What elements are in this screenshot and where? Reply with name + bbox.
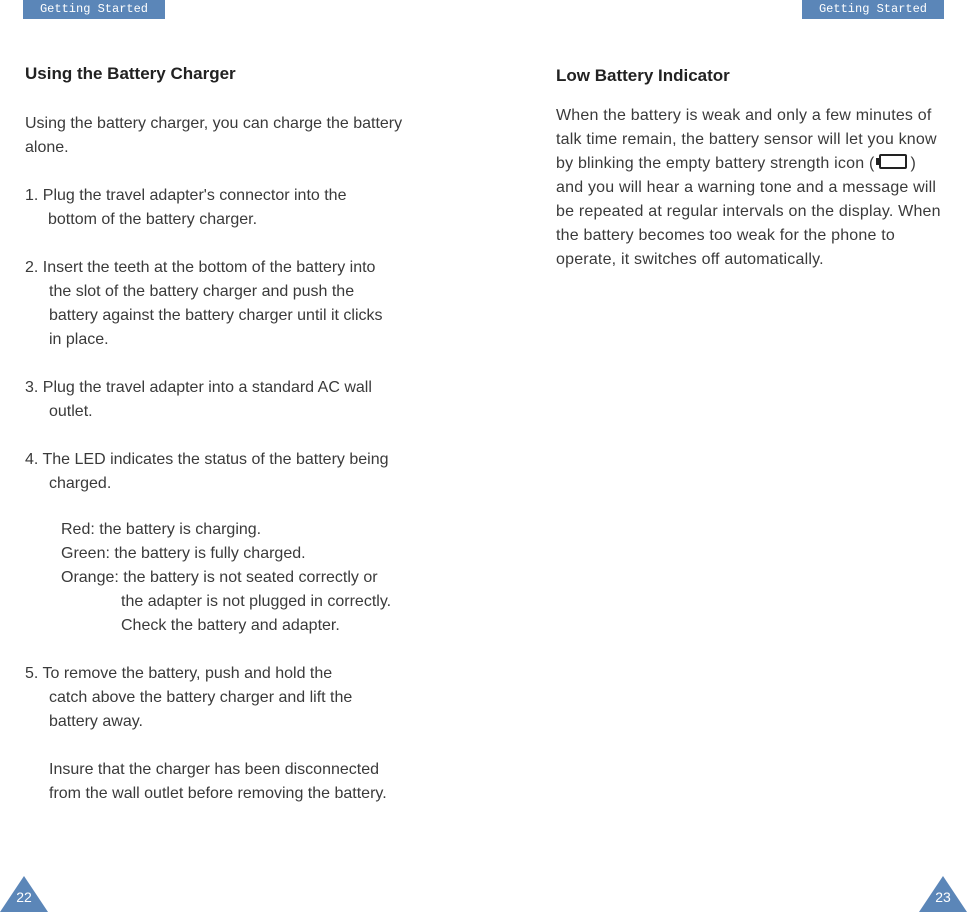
step-4-line-2: charged.	[49, 475, 112, 492]
intro-line-2: alone.	[25, 139, 69, 156]
led-orange-line-1: Orange: the battery is not seated correctly or	[61, 569, 378, 586]
note-line-1: Insure that the charger has been disconnected	[49, 761, 379, 778]
page-number-left: 22	[16, 889, 32, 905]
note-line-2: from the wall outlet before removing the battery.	[49, 785, 387, 802]
indicator-line-3-text: by blinking the empty battery strength icon (	[556, 155, 875, 172]
section-tab-right: Getting Started	[802, 0, 944, 19]
left-page-heading: Using the Battery Charger	[25, 64, 236, 83]
step-1-line-1: 1. Plug the travel adapter's connector into the	[25, 187, 347, 204]
step-5-line-1: 5. To remove the battery, push and hold the	[25, 665, 333, 682]
right-page-heading: Low Battery Indicator	[556, 66, 730, 85]
step-2-line-3: battery against the battery charger until it clicks	[49, 307, 383, 324]
indicator-line-6: the battery becomes too weak for the phone to	[556, 227, 895, 244]
led-green-line: Green: the battery is fully charged.	[61, 545, 306, 562]
led-orange-line-2: the adapter is not plugged in correctly.	[121, 593, 392, 610]
empty-battery-icon	[879, 154, 907, 169]
step-1-line-2: bottom of the battery charger.	[48, 211, 258, 228]
step-3-line-1: 3. Plug the travel adapter into a standard AC wall	[25, 379, 372, 396]
step-2-line-4: in place.	[49, 331, 109, 348]
indicator-line-1: When the battery is weak and only a few minutes of	[556, 107, 932, 124]
intro-line-1: Using the battery charger, you can charge the battery	[25, 115, 403, 132]
step-5-line-3: battery away.	[49, 713, 143, 730]
led-orange-line-3: Check the battery and adapter.	[121, 617, 340, 634]
section-tab-left: Getting Started	[23, 0, 165, 19]
indicator-line-2: talk time remain, the battery sensor will let you know	[556, 131, 937, 148]
indicator-line-3-close: )	[910, 155, 917, 172]
indicator-line-3	[556, 152, 916, 176]
indicator-line-4: and you will hear a warning tone and a message will	[556, 179, 937, 196]
step-2-line-2: the slot of the battery charger and push the	[49, 283, 355, 300]
step-3-line-2: outlet.	[49, 403, 93, 420]
indicator-line-7: operate, it switches off automatically.	[556, 251, 824, 268]
step-2-line-1: 2. Insert the teeth at the bottom of the battery into	[25, 259, 376, 276]
led-red-line: Red: the battery is charging.	[61, 521, 262, 538]
step-5-line-2: catch above the battery charger and lift the	[49, 689, 353, 706]
indicator-line-5: be repeated at regular intervals on the display. When	[556, 203, 941, 220]
step-4-line-1: 4. The LED indicates the status of the battery being	[25, 451, 389, 468]
page-number-right: 23	[935, 889, 951, 905]
